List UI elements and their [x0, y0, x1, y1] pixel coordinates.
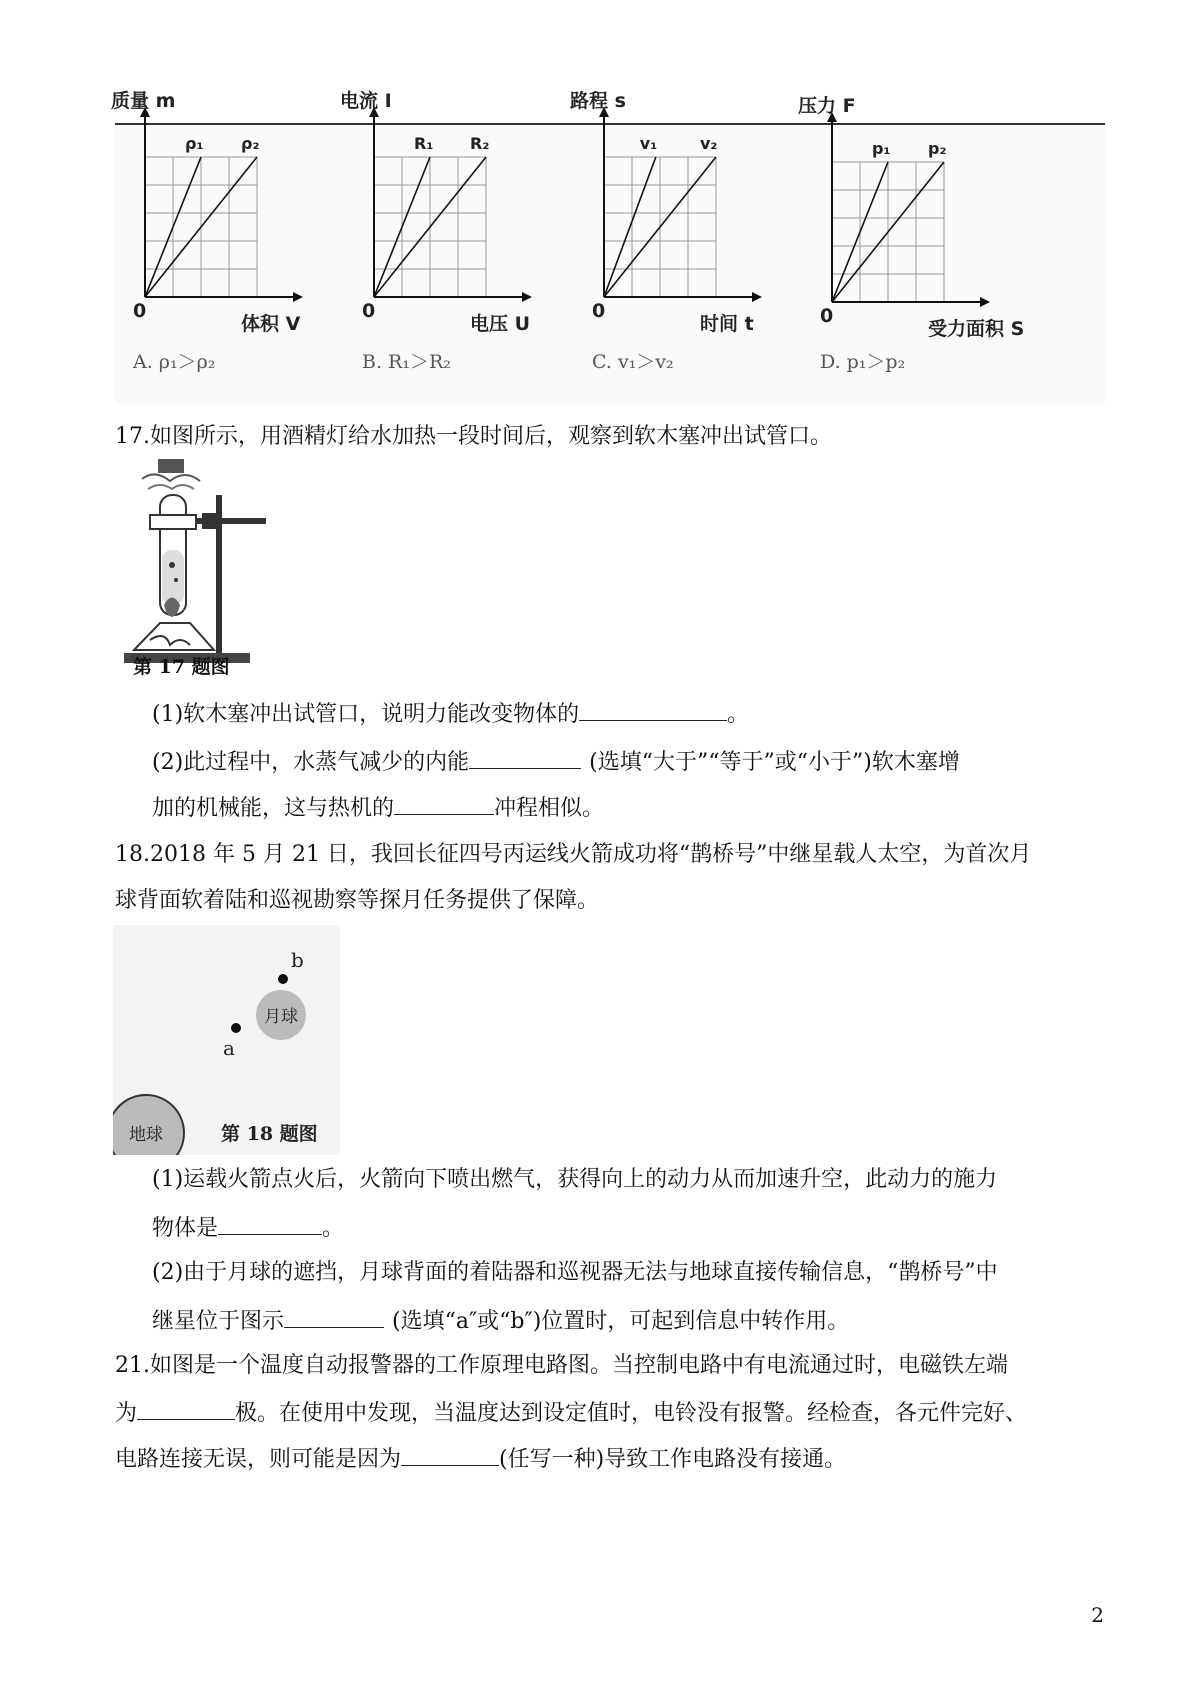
- alcohol-lamp-icon: [134, 598, 214, 651]
- g4-origin-label: 0: [820, 305, 834, 327]
- q21-answer-blank-2[interactable]: [401, 1443, 499, 1466]
- q18-part2: (2)由于月球的遮挡，月球背面的着陆器和巡视器无法与地球直接传输信息，“鹊桥号”中: [152, 1260, 998, 1285]
- q17-part1: [152, 698, 749, 730]
- g4-x-arrow-icon: [980, 297, 990, 307]
- g3-line-2-label: v₂: [700, 134, 718, 153]
- g2-x-arrow-icon: [522, 292, 532, 302]
- q17-part2-text-d: 冲程相似。: [494, 796, 605, 821]
- q21-line3-b: (任写一种)导致工作电路没有接通。: [499, 1447, 847, 1472]
- q17-answer-blank-2[interactable]: [469, 746, 581, 769]
- g4-option-label: D. p₁＞p₂: [820, 351, 906, 373]
- q17-part2-text-c: 加的机械能，这与热机的: [152, 796, 395, 821]
- q18-orbit-figure: [113, 925, 340, 1155]
- g2-x-label: 电压 U: [470, 313, 531, 335]
- q17-part2-cont: [152, 792, 604, 824]
- q21-line3: [115, 1443, 846, 1475]
- q17-stem: 17.如图所示，用酒精灯给水加热一段时间后，观察到软木塞冲出试管口。: [115, 424, 832, 449]
- q18-answer-blank-2[interactable]: [284, 1305, 384, 1328]
- q18-part1: (1)运载火箭点火后，火箭向下喷出燃气，获得向上的动力从而加速升空，此动力的施力: [152, 1167, 998, 1192]
- q21-line2: [115, 1397, 1027, 1429]
- g1-y-label: 质量 m: [111, 90, 176, 112]
- g3-option-label: C. v₁＞v₂: [592, 351, 674, 373]
- q18-stem-line1: 18.2018 年 5 月 21 日，我回长征四号丙运线火箭成功将“鹊桥号”中继星载人太空，为首次月: [115, 842, 1032, 867]
- q18-figure-caption: 第 18 题图: [221, 1123, 318, 1145]
- point-b-dot: [278, 974, 288, 984]
- earth-label: 地球: [129, 1125, 163, 1145]
- point-a-dot: [231, 1023, 241, 1033]
- g1-line-1-label: ρ₁: [185, 134, 204, 153]
- g2-origin-label: 0: [362, 300, 376, 322]
- q21-line2-b: 极。在使用中发现，当温度达到设定值时，电铃没有报警。经检查，各元件完好、: [235, 1401, 1028, 1426]
- g2-y-label: 电流 I: [340, 90, 392, 112]
- q18-part2-text-b: 继星位于图示: [152, 1309, 285, 1334]
- q17-part1-text: (1)软木塞冲出试管口，说明力能改变物体的: [152, 702, 580, 727]
- g1-option-label: A. ρ₁＞ρ₂: [133, 351, 216, 373]
- q17-apparatus-figure: [120, 455, 280, 675]
- g3-x-arrow-icon: [752, 292, 762, 302]
- g4-line-2-label: p₂: [928, 139, 947, 158]
- q21-answer-blank-1[interactable]: [137, 1397, 235, 1420]
- cork-icon: [142, 459, 200, 489]
- q17-part1-end: 。: [727, 702, 750, 727]
- page-number: 2: [1091, 1603, 1104, 1627]
- q21-line1: 21.如图是一个温度自动报警器的工作原理电路图。当控制电路中有电流通过时，电磁铁左端: [115, 1353, 1008, 1378]
- point-b-label: b: [291, 948, 304, 972]
- g3-origin-label: 0: [592, 300, 606, 322]
- q17-answer-blank-3[interactable]: [394, 792, 494, 815]
- g3-x-label: 时间 t: [700, 313, 754, 335]
- graph-strip-svg: [0, 0, 1200, 420]
- g2-option-label: B. R₁＞R₂: [362, 351, 451, 373]
- q17-part2-text-a: (2)此过程中，水蒸气减少的内能: [152, 750, 470, 775]
- g2-line-2-label: R₂: [470, 134, 490, 153]
- g3-line-1: [604, 157, 656, 297]
- g4-y-label: 压力 F: [798, 95, 856, 117]
- q18-answer-blank-1[interactable]: [218, 1212, 322, 1235]
- q18-part2-text-c: (选填“a″或“b″)位置时，可起到信息中转作用。: [392, 1309, 850, 1334]
- q18-part1-cont: [152, 1212, 344, 1244]
- g1-line-2-label: ρ₂: [241, 134, 260, 153]
- q18-part2-cont: [152, 1305, 849, 1337]
- q17-figure-caption: 第 17 题图: [133, 656, 230, 678]
- q17-part2-text-b: (选填“大于”“等于”或“小于”)软木塞增: [589, 750, 960, 775]
- clamp-icon: [150, 513, 266, 529]
- q18-part1-end: 。: [322, 1216, 345, 1241]
- g2-line-1-label: R₁: [414, 134, 434, 153]
- g4-x-label: 受力面积 S: [928, 318, 1025, 340]
- g1-origin-label: 0: [133, 300, 147, 322]
- g3-y-label: 路程 s: [570, 90, 626, 112]
- moon-label: 月球: [264, 1007, 298, 1027]
- q21-line2-a: 为: [115, 1401, 138, 1426]
- g1-x-arrow-icon: [293, 292, 303, 302]
- q21-line3-a: 电路连接无误，则可能是因为: [115, 1447, 402, 1472]
- q17-answer-blank-1[interactable]: [579, 698, 727, 721]
- point-a-label: a: [223, 1036, 235, 1060]
- q18-stem-line2: 球背面软着陆和巡视勘察等探月任务提供了保障。: [115, 888, 600, 913]
- test-tube-icon: [160, 495, 186, 615]
- q17-part2: [152, 746, 960, 778]
- q18-part1-text: 物体是: [152, 1216, 219, 1241]
- g1-x-label: 体积 V: [241, 313, 301, 335]
- g4-line-1-label: p₁: [872, 139, 891, 158]
- g3-line-1-label: v₁: [639, 134, 658, 153]
